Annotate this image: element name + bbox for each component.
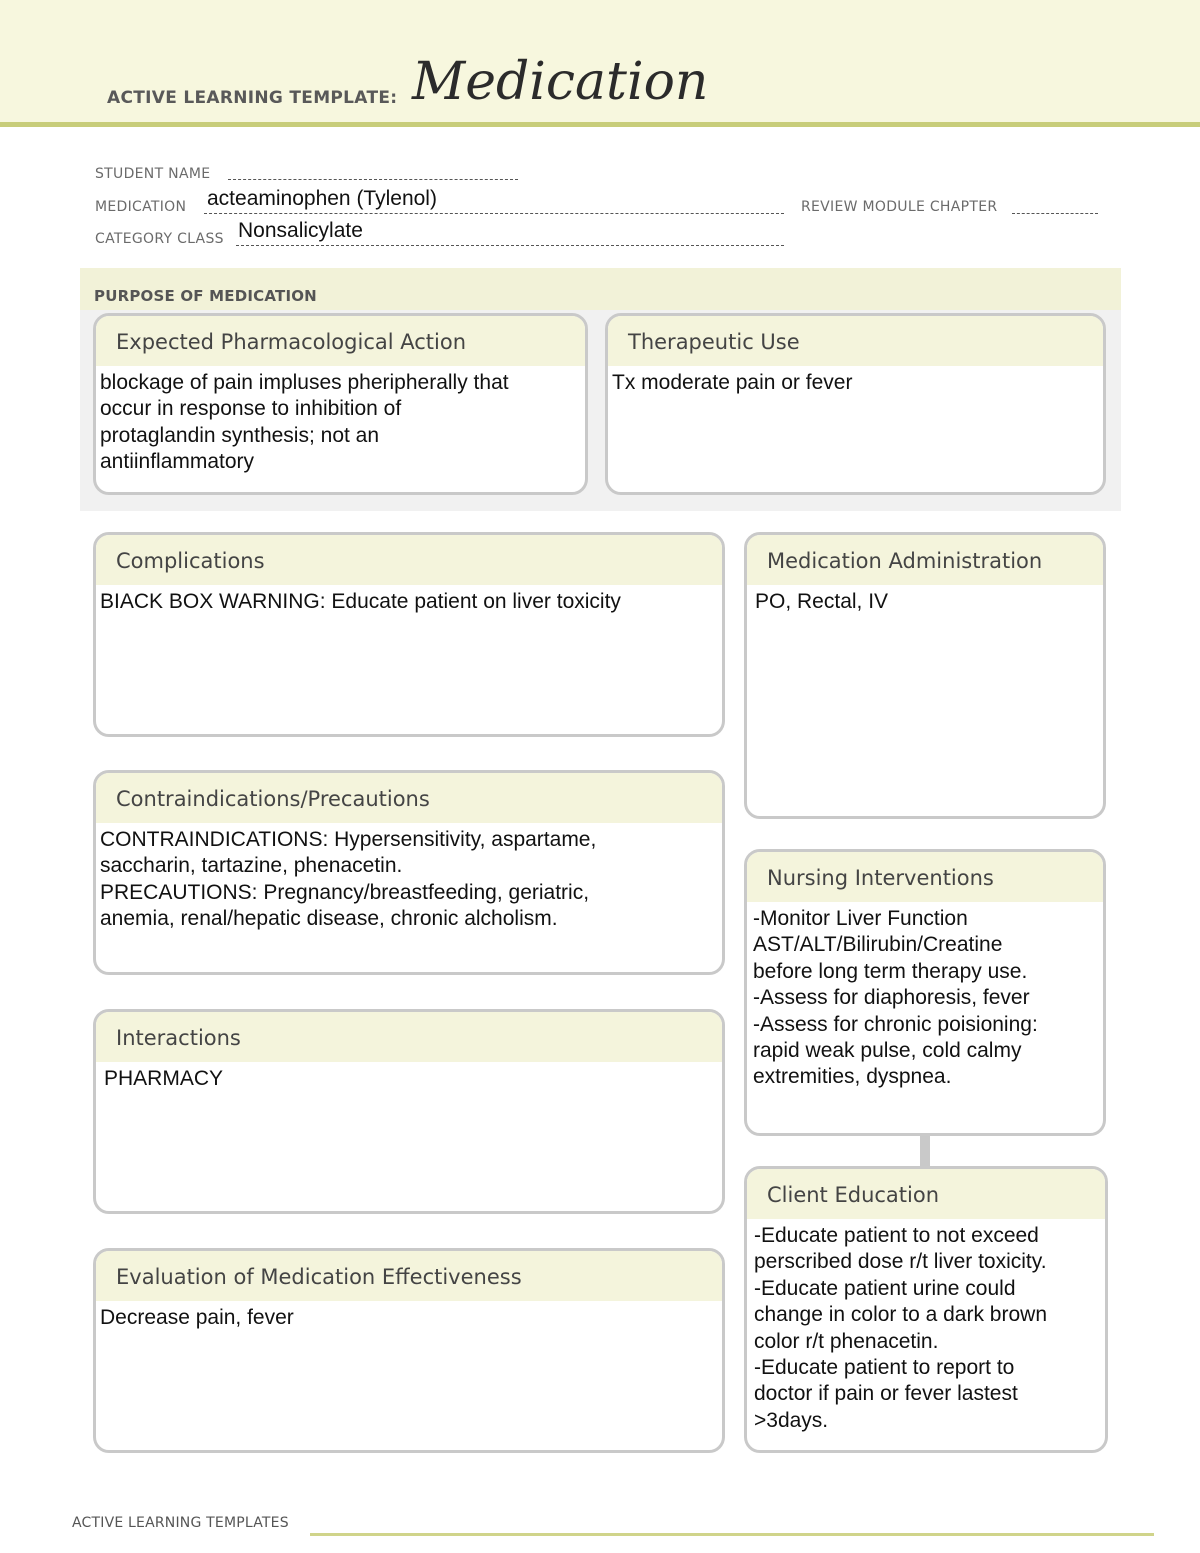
complications-box <box>93 532 725 737</box>
review-module-line <box>1012 213 1098 214</box>
interactions-box <box>93 1009 725 1214</box>
client-education-text[interactable]: -Educate patient to not exceed perscribed dose r/t liver toxicity. -Educate patient urine could change in color to a dark brown color r/t phenacetin. -Educate patient to report to doctor if pain or fever lastest >3days. <box>754 1224 1048 1432</box>
contraindications-title: Contraindications/Precautions <box>96 773 722 823</box>
student-name-line <box>228 179 518 180</box>
expected-action-text[interactable]: blockage of pain impluses pheripherally that occur in response to inhibition of protaglandin synthesis; not an antiinflammatory <box>100 371 509 474</box>
medication-administration-box <box>744 532 1106 819</box>
category-class-line <box>236 245 784 246</box>
interactions-text[interactable]: PHARMACY <box>104 1067 224 1090</box>
student-name-label: STUDENT NAME <box>95 166 211 182</box>
interactions-title: Interactions <box>96 1012 722 1062</box>
category-class-label: CATEGORY CLASS <box>95 231 224 247</box>
review-module-label: REVIEW MODULE CHAPTER <box>801 199 998 215</box>
medication-field[interactable]: acteaminophen (Tylenol) <box>207 187 437 210</box>
complications-text[interactable]: BIACK BOX WARNING: Educate patient on liver toxicity <box>100 590 621 613</box>
complications-title: Complications <box>96 535 722 585</box>
client-education-title: Client Education <box>747 1169 1105 1219</box>
evaluation-title: Evaluation of Medication Effectiveness <box>96 1251 722 1301</box>
connector-line <box>920 1135 930 1166</box>
medication-administration-text[interactable]: PO, Rectal, IV <box>755 590 889 613</box>
contraindications-text[interactable]: CONTRAINDICATIONS: Hypersensitivity, aspartame, saccharin, tartazine, phenacetin. PRECAUTIONS: Pregnancy/breastfeeding, geriatric, anemia, renal/hepatic disease, chronic alcholism. <box>100 828 597 931</box>
evaluation-box <box>93 1248 725 1453</box>
therapeutic-use-title: Therapeutic Use <box>608 316 1103 366</box>
expected-action-title: Expected Pharmacological Action <box>96 316 585 366</box>
header-rule <box>0 122 1200 127</box>
footer-label: ACTIVE LEARNING TEMPLATES <box>72 1515 289 1531</box>
medication-line <box>204 213 784 214</box>
footer-rule <box>310 1533 1154 1536</box>
purpose-label: PURPOSE OF MEDICATION <box>94 287 317 305</box>
page-title: Medication <box>412 52 709 112</box>
medication-administration-title: Medication Administration <box>747 535 1103 585</box>
therapeutic-use-text[interactable]: Tx moderate pain or fever <box>612 371 853 394</box>
category-class-field[interactable]: Nonsalicylate <box>238 219 363 242</box>
nursing-interventions-title: Nursing Interventions <box>747 852 1103 902</box>
template-label: ACTIVE LEARNING TEMPLATE: <box>107 88 398 108</box>
client-education-box <box>744 1166 1108 1453</box>
nursing-interventions-box <box>744 849 1106 1136</box>
expected-action-box <box>93 313 588 495</box>
therapeutic-use-box <box>605 313 1106 495</box>
evaluation-text[interactable]: Decrease pain, fever <box>100 1306 294 1329</box>
contraindications-box <box>93 770 725 975</box>
nursing-interventions-text[interactable]: -Monitor Liver Function AST/ALT/Bilirubin/Creatine before long term therapy use. -Assess for diaphoresis, fever -Assess for chronic poisioning: rapid weak pulse, cold calmy extremities, dyspnea. <box>753 907 1038 1089</box>
medication-label: MEDICATION <box>95 199 187 215</box>
